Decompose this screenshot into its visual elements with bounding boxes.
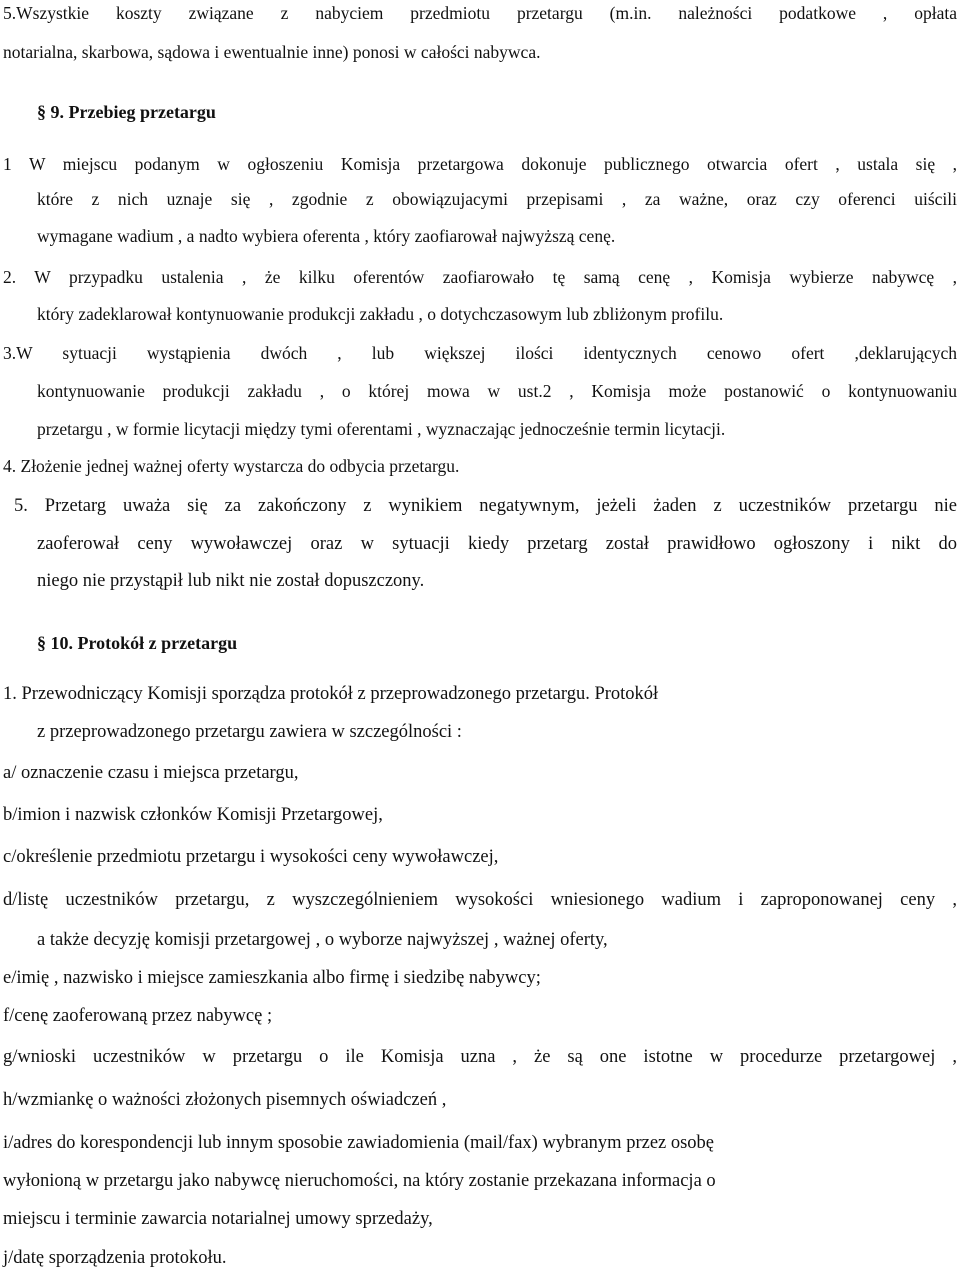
s9-item1-line-3: wymagane wadium , a nadto wybiera oferenta , który zaofiarował najwyższą cenę. <box>37 226 616 246</box>
s9-item3-line-2: kontynuowanie produkcji zakładu , o której mowa w ust.2 , Komisja może postanowić o kontynuowaniu <box>37 381 957 401</box>
s9-item4: 4. Złożenie jednej ważnej oferty wystarcza do odbycia przetargu. <box>3 456 460 476</box>
s10-point-f: f/cenę zaoferowaną przez nabywcę ; <box>3 1006 273 1026</box>
s10-point-d-line-2: a także decyzję komisji przetargowej , o wyborze najwyższej , ważnej oferty, <box>37 930 608 950</box>
s10-point-g: g/wnioski uczestników w przetargu o ile Komisja uzna , że są one istotne w procedurze przetargowej , <box>3 1047 957 1067</box>
s9-item1-line-2: które z nich uznaje się , zgodnie z obowiązujacymi przepisami , za ważne, oraz czy oferenci uiścili <box>37 189 957 209</box>
s10-point-h: h/wzmiankę o ważności złożonych pisemnych oświadczeń , <box>3 1090 447 1110</box>
cost-clause-line-1: 5.Wszystkie koszty związane z nabyciem przedmiotu przetargu (m.in. należności podatkowe , opłata <box>3 3 957 23</box>
s10-point-i-line-3: miejscu i terminie zawarcia notarialnej umowy sprzedaży, <box>3 1209 433 1229</box>
s10-point-j: j/datę sporządzenia protokołu. <box>3 1248 227 1268</box>
cost-clause-line-2: notarialna, skarbowa, sądowa i ewentualnie inne) ponosi w całości nabywca. <box>3 42 541 62</box>
s9-item5-line-1: 5. Przetarg uważa się za zakończony z wynikiem negatywnym, jeżeli żaden z uczestników przetargu nie <box>14 496 957 516</box>
s9-item2-line-1: 2. W przypadku ustalenia , że kilku oferentów zaofiarowało tę samą cenę , Komisja wybierze nabywcę , <box>3 267 957 287</box>
s9-item2-line-2: który zadeklarował kontynuowanie produkcji zakładu , o dotychczasowym lub zbliżonym profilu. <box>37 304 724 324</box>
s9-item5-line-2: zaoferował ceny wywoławczej oraz w sytuacji kiedy przetarg został prawidłowo ogłoszony i nikt do <box>37 534 957 554</box>
s9-item3-line-1: 3.W sytuacji wystąpienia dwóch , lub większej ilości identycznych cenowo ofert ,deklarujących <box>3 343 957 363</box>
s10-point-d-line-1: d/listę uczestników przetargu, z wyszczególnieniem wysokości wniesionego wadium i zaproponowanej ceny , <box>3 890 957 910</box>
section-9-heading: § 9. Przebieg przetargu <box>37 102 216 122</box>
s10-item1-line-2: z przeprowadzonego przetargu zawiera w szczególności : <box>37 722 462 742</box>
s9-item5-line-3: niego nie przystąpił lub nikt nie został dopuszczony. <box>37 571 425 591</box>
s10-point-c: c/określenie przedmiotu przetargu i wysokości ceny wywoławczej, <box>3 847 499 867</box>
s9-item3-line-3: przetargu , w formie licytacji między tymi oferentami , wyznaczając jednocześnie termin licytacji. <box>37 419 726 439</box>
s10-point-e: e/imię , nazwisko i miejsce zamieszkania albo firmę i siedzibę nabywcy; <box>3 968 541 988</box>
s9-item1-line-1: 1 W miejscu podanym w ogłoszeniu Komisja przetargowa dokonuje publicznego otwarcia ofert , ustala się , <box>3 154 957 174</box>
s10-point-a: a/ oznaczenie czasu i miejsca przetargu, <box>3 763 299 783</box>
section-10-heading: § 10. Protokół z przetargu <box>37 633 238 653</box>
s10-point-i-line-1: i/adres do korespondencji lub innym sposobie zawiadomienia (mail/fax) wybranym przez osobę <box>3 1133 715 1153</box>
s10-point-b: b/imion i nazwisk członków Komisji Przetargowej, <box>3 805 383 825</box>
s10-item1-line-1: 1. Przewodniczący Komisji sporządza protokół z przeprowadzonego przetargu. Protokół <box>3 684 659 704</box>
s10-point-i-line-2: wyłonioną w przetargu jako nabywcę nieruchomości, na który zostanie przekazana informacja o <box>3 1171 716 1191</box>
